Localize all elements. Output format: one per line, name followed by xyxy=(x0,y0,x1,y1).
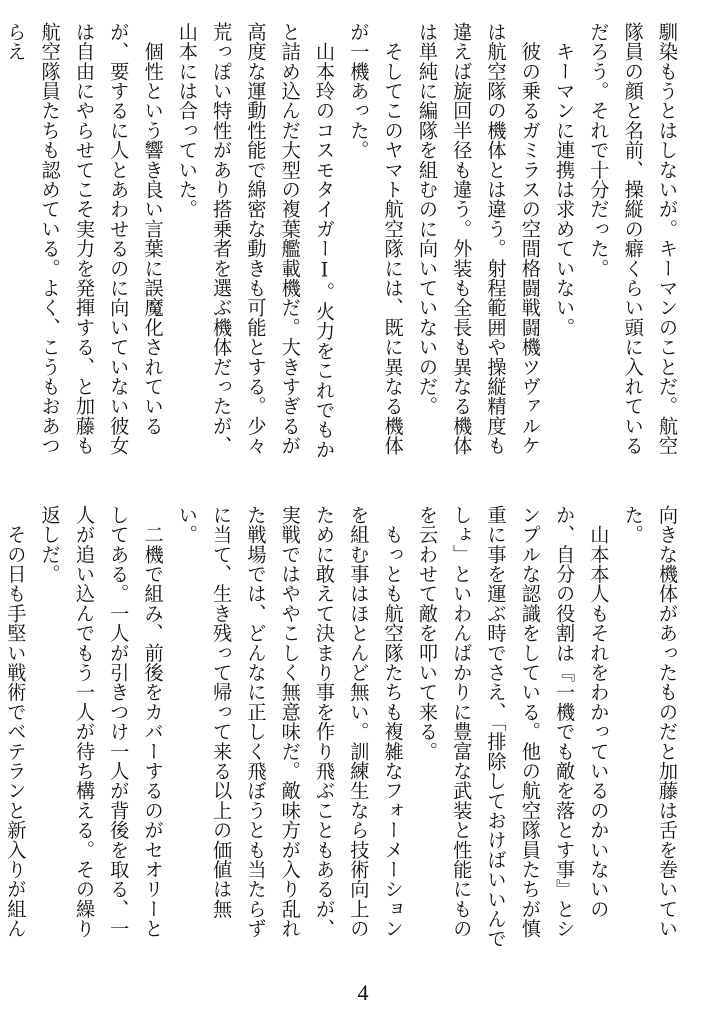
lower-text-block xyxy=(4,505,684,955)
upper-text-block xyxy=(4,22,684,474)
paragraph: 山本玲のコスモタイガーⅠ。火力をこれでもかと詰め込んだ大型の複葉艦載機だ。大きすぎるが高度な運動性能で綿密な動きも可能とする。少々荒っぽい特性があり搭乗者を選ぶ機体だったが、山本には合っていた。 xyxy=(175,22,337,460)
paragraph: 個性という響き良い言葉に誤魔化されているが、要するに人とあわせるのに向いていない彼女は自由にやらせてこそ実力を発揮する、と加藤も航空隊員たちも認めている。よく、こうもおあつらえ xyxy=(4,22,165,456)
paragraph: そしてこのヤマト航空隊には、既に異なる機体が一機あった。 xyxy=(347,22,405,456)
paragraph: 彼の乗るガミラスの空間格闘戦闘機ツヴァルケは航空隊の機体とは違う。射程範囲や操縦精度も違えば旋回半径も違う。外装も全長も異なる機体は単純に編隊を組むのに向いていないのだ。 xyxy=(415,22,542,456)
paragraph: その日も手堅い戦術でベテランと新入りが組ん xyxy=(4,505,28,939)
paragraph: 向きな機体があったものだと加藤は舌を巻いていた。 xyxy=(621,505,679,939)
paragraph: キーマンに連携は求めていない。 xyxy=(553,22,577,338)
paragraph: 馴染もうとはしないが。キーマンのことだ。航空隊員の顔と名前、操縦の癖くらい頭に入れているだろう。それで十分だった。 xyxy=(587,22,679,456)
page-number: 4 xyxy=(357,980,369,1005)
paragraph: 山本本人もそれをわかっているのかいないのか、自分の役割は『一機でも敵を落とす事』とシンプルな認識をしている。他の航空隊員たちが慎重に事を運ぶ時でさえ、「排除しておけばいいんでしょ」といわんばかりに豊富な武装と性能にものを云わせて敵を叩いて来る。 xyxy=(415,505,611,949)
paragraph: もっとも航空隊たちも複雑なフォーメーションを組む事はほとんど無い。訓練生なら技術向上のために敢えて決まり事を作り飛ぶこともあるが、実戦ではややこしく無意味だ。敵味方が入り乱れた戦場では、どんなに正しく飛ぼうとも当たらずに当て、生き残って帰って来る以上の価値は無い。 xyxy=(175,505,405,939)
paragraph: 二機で組み、前後をカバーするのがセオリーとしてある。一人が引きつけ一人が背後を取る、一人が追い込んでもう一人が待ち構える。その繰り返しだ。 xyxy=(38,505,165,939)
